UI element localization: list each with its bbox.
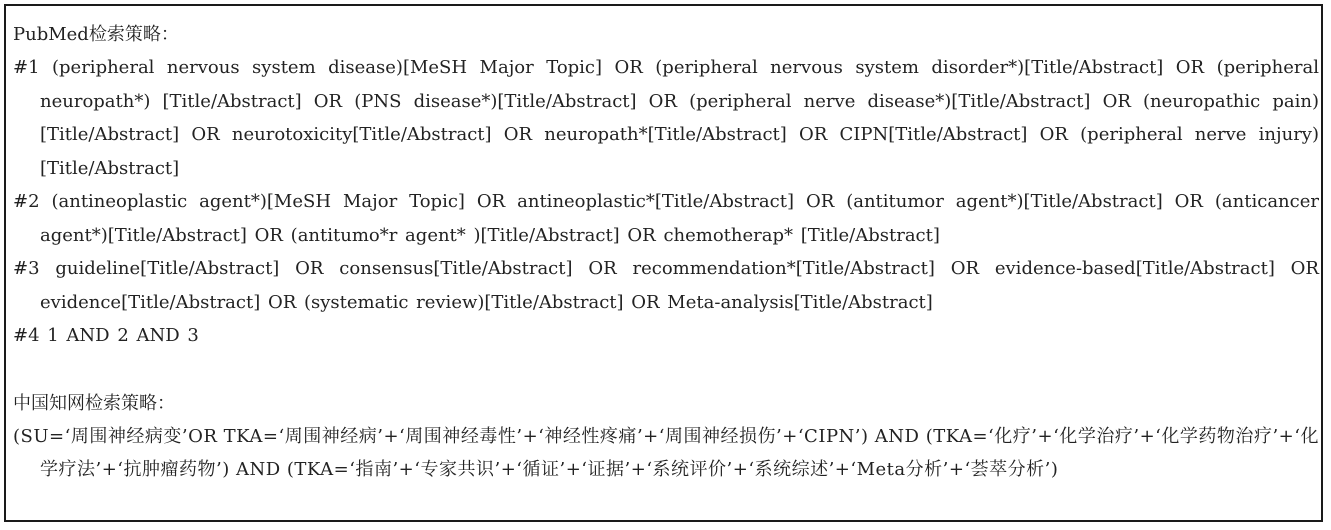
search-strategy-box xyxy=(4,4,1323,522)
pubmed-query-3: #3 guideline[Title/Abstract] OR consensus[Title/Abstract] OR recommendation*[Title/Abstract] OR evidence-based[Title/Abstract] OR evidence[Title/Abstract] OR (systematic review)[Title/Abstract] OR Meta-analysis[Title/Abstract] xyxy=(13,258,1319,313)
pubmed-query-1: #1 (peripheral nervous system disease)[MeSH Major Topic] OR (peripheral nervous system disorder*)[Title/Abstract] OR (peripheral neuropath*) [Title/Abstract] OR (PNS disease*)[Title/Abstract] OR (peripheral nerve disease*)[Title/Abstract] OR (neuropathic pain)[Title/Abstract] OR neurotoxicity[Title/Abstract] OR neuropath*[Title/Abstract] OR CIPN[Title/Abstract] OR (peripheral nerve injury)[Title/Abstract] xyxy=(13,57,1319,179)
section-spacer xyxy=(13,353,1319,387)
search-strategy-content xyxy=(13,18,1319,487)
pubmed-query-2: #2 (antineoplastic agent*)[MeSH Major Topic] OR antineoplastic*[Title/Abstract] OR (antitumor agent*)[Title/Abstract] OR (anticancer agent*)[Title/Abstract] OR (antitumo*r agent* )[Title/Abstract] OR chemotherap* [Title/Abstract] xyxy=(13,191,1319,246)
cnki-query: (SU=‘周围神经病变’OR TKA=‘周围神经病’+‘周围神经毒性’+‘神经性疼痛’+‘周围神经损伤’+‘CIPN’) AND (TKA=‘化疗’+‘化学治疗’+‘化学药物治疗’+‘化学疗法’+‘抗肿瘤药物’) AND (TKA=‘指南’+‘专家共识’+‘循证’+‘证据’+‘系统评价’+‘系统综述’+‘Meta分析’+‘荟萃分析’) xyxy=(13,425,1319,480)
pubmed-query-4: #4 1 AND 2 AND 3 xyxy=(13,325,199,346)
cnki-heading: 中国知网检索策略： xyxy=(13,392,175,414)
pubmed-heading: PubMed检索策略： xyxy=(13,24,179,45)
